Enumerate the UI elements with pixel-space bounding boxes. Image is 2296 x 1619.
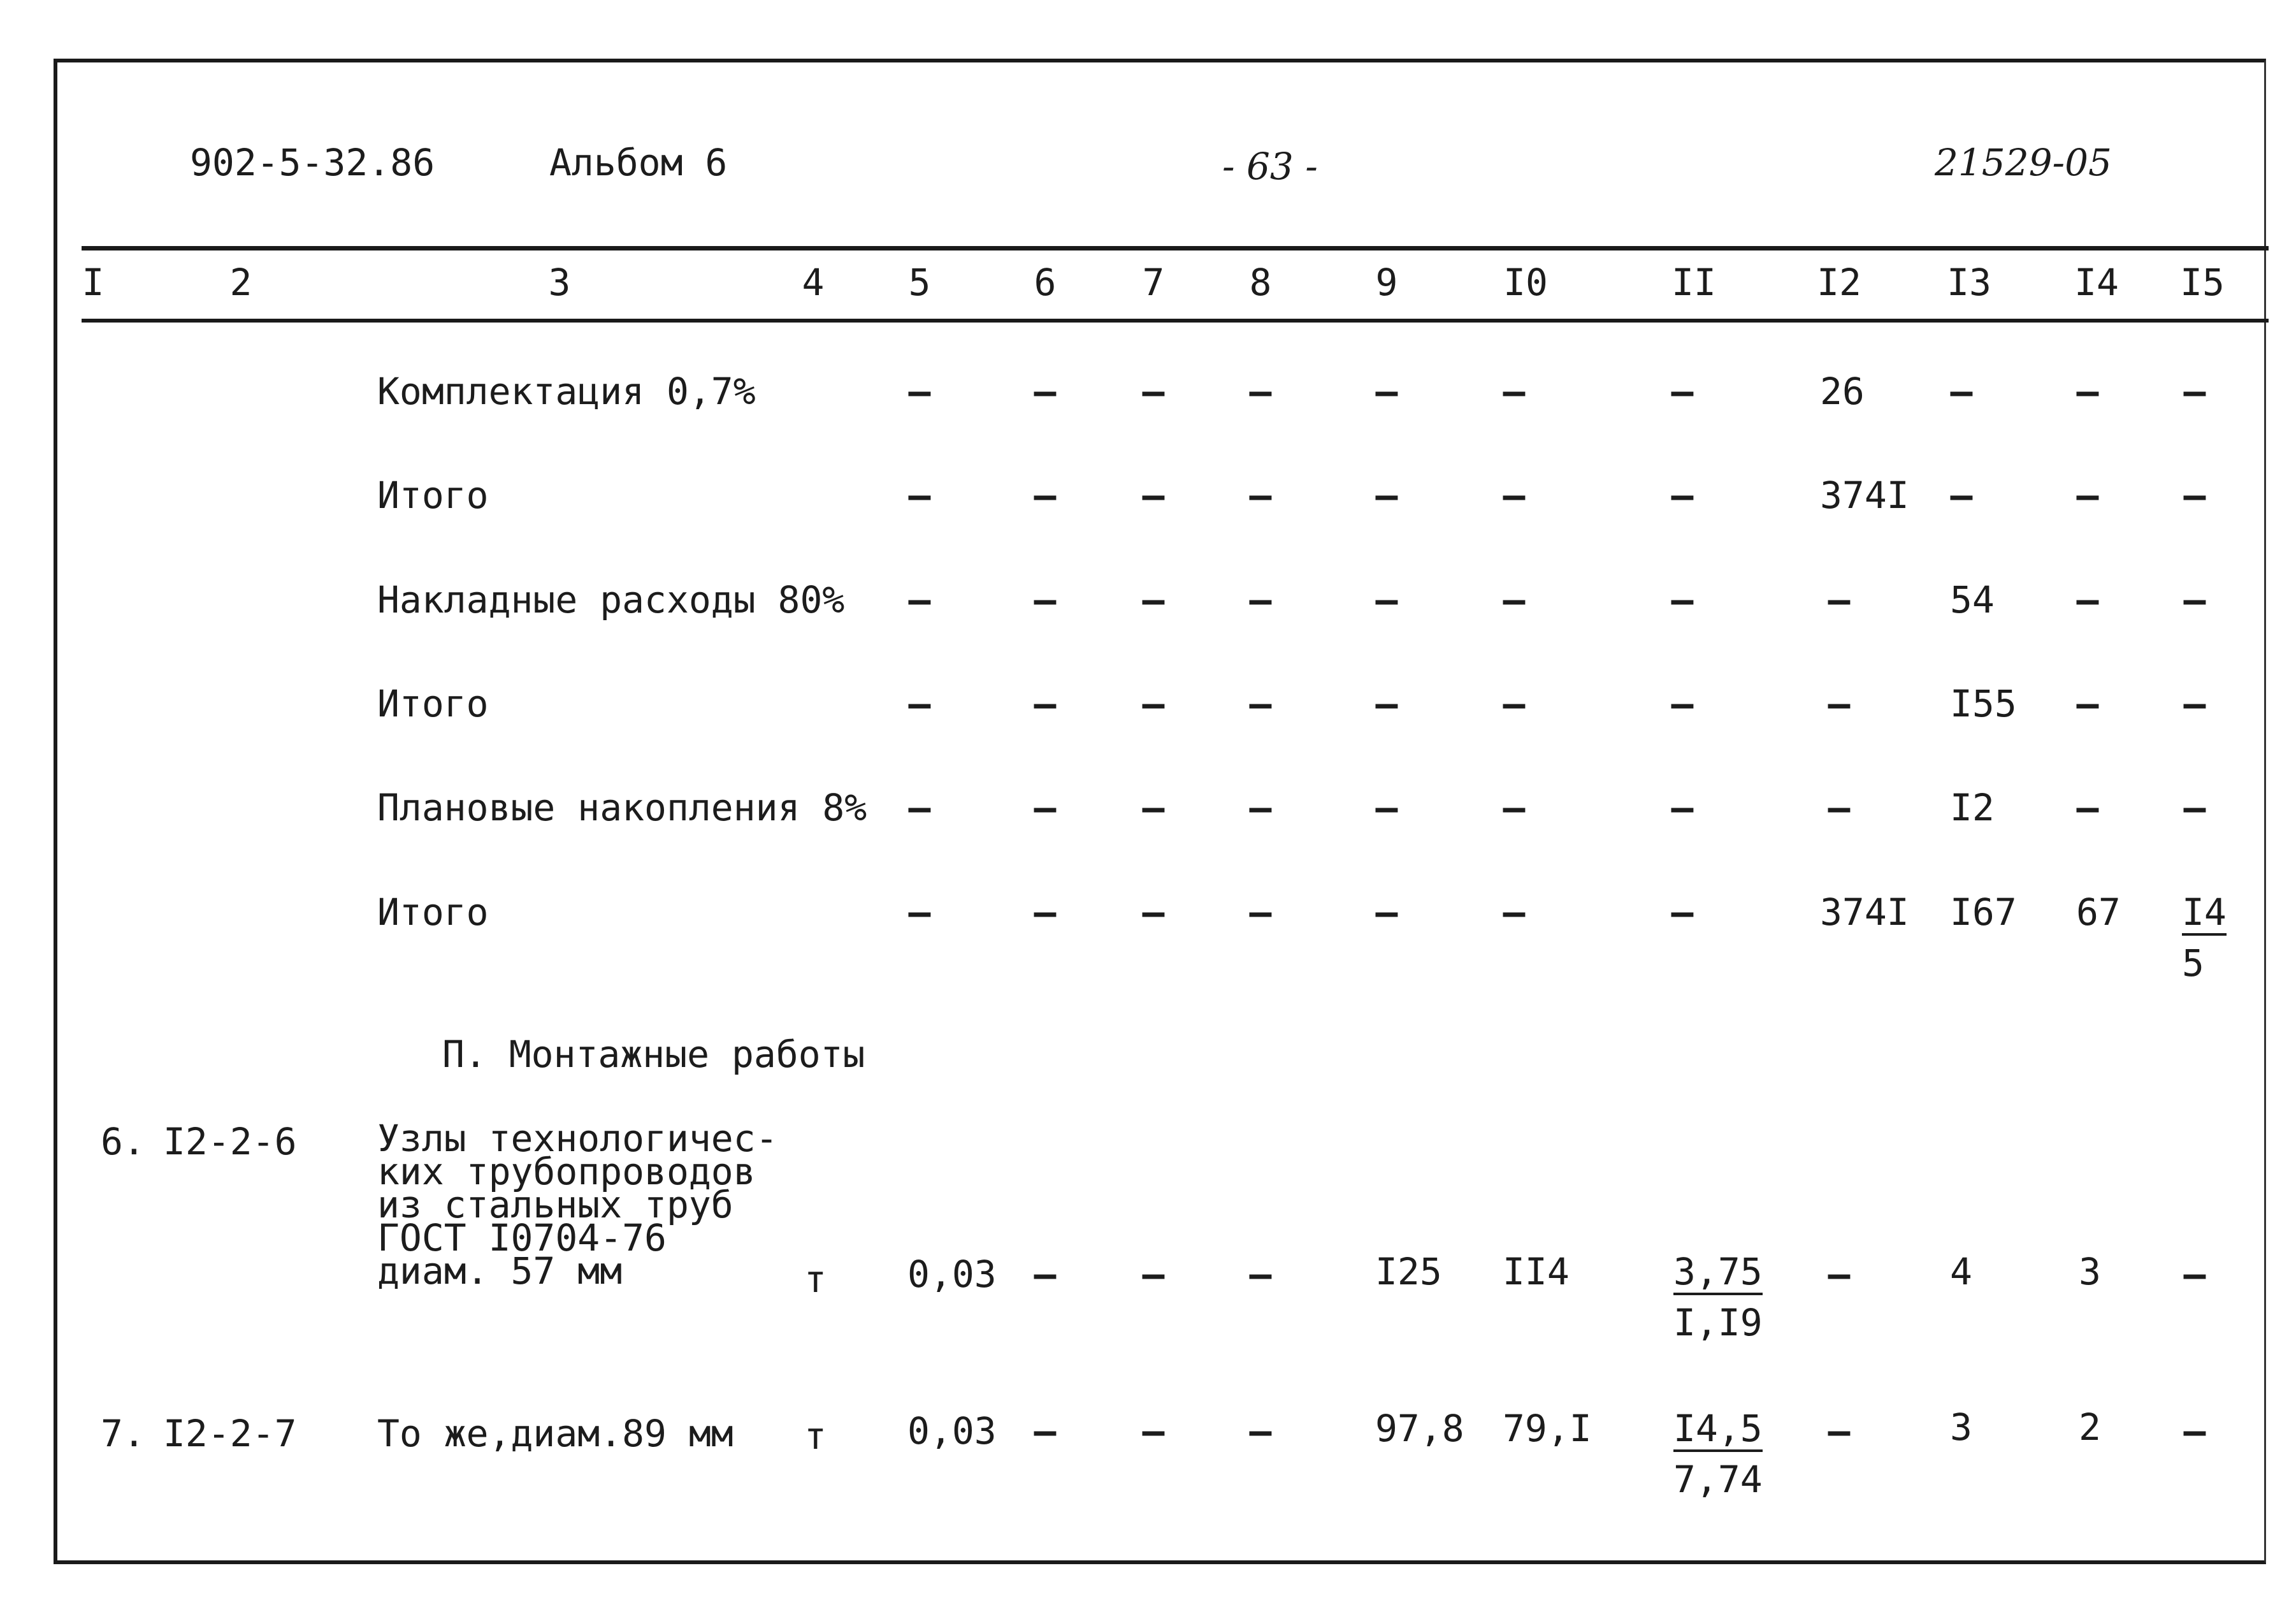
- dash-cell: –: [1142, 1409, 1165, 1453]
- cell-col13: –: [1950, 474, 1973, 517]
- project-code: 902-5-32.86: [190, 141, 435, 184]
- dash-cell: –: [1142, 890, 1165, 934]
- header-rule-top: [82, 246, 2269, 250]
- item-code: I2-2-6: [163, 1120, 297, 1163]
- dash-cell: –: [1142, 682, 1165, 725]
- cell-col12: –: [1828, 1409, 1851, 1453]
- fraction-denominator: 5: [2182, 941, 2204, 985]
- cell-col11-fraction: [1673, 1250, 1763, 1344]
- cell-col14: –: [2076, 370, 2099, 413]
- dash-cell: –: [908, 786, 931, 829]
- dash-cell: –: [1503, 786, 1526, 829]
- cell-col15: –: [2183, 578, 2206, 621]
- cell-col12: 374I: [1820, 890, 1909, 934]
- header-rule-bottom: [82, 319, 2269, 323]
- dash-cell: –: [908, 682, 931, 725]
- dash-cell: –: [1034, 1252, 1057, 1296]
- cell-col14: –: [2076, 578, 2099, 621]
- dash-cell: –: [908, 578, 931, 621]
- cell-col10: 79,I: [1503, 1407, 1592, 1450]
- cell-col12: –: [1828, 1252, 1851, 1296]
- cell-col14: –: [2076, 786, 2099, 829]
- dash-cell: –: [1375, 682, 1398, 725]
- dash-cell: –: [1142, 578, 1165, 621]
- summary-label: Итого: [377, 890, 489, 934]
- cell-col15: –: [2183, 682, 2206, 725]
- dash-cell: –: [1503, 578, 1526, 621]
- item-unit: т: [804, 1258, 827, 1301]
- dash-cell: –: [1503, 682, 1526, 725]
- page-number: - 63 -: [1222, 145, 1318, 188]
- item-number: 6.: [101, 1120, 145, 1163]
- cell-col14: 2: [2079, 1405, 2101, 1449]
- dash-cell: –: [1503, 370, 1526, 413]
- dash-cell: –: [1671, 578, 1694, 621]
- dash-cell: –: [1034, 578, 1057, 621]
- cell-col14: 3: [2079, 1250, 2101, 1293]
- dash-cell: –: [1503, 890, 1526, 934]
- column-header-1: I: [82, 261, 105, 304]
- dash-cell: –: [908, 890, 931, 934]
- dash-cell: –: [1142, 370, 1165, 413]
- column-header-9: 9: [1375, 261, 1398, 304]
- cell-col12: –: [1828, 578, 1851, 621]
- item-quantity: 0,03: [907, 1252, 997, 1296]
- cell-col12: 374I: [1820, 474, 1909, 517]
- item-description: Узлы технологичес- ких трубопроводов из стальных труб ГОСТ I0704-76 диам. 57 мм: [377, 1117, 778, 1293]
- cell-col14: –: [2076, 474, 2099, 517]
- dash-cell: –: [1375, 786, 1398, 829]
- dash-cell: –: [1034, 890, 1057, 934]
- column-header-15: I5: [2180, 261, 2225, 304]
- fraction-denominator: I,I9: [1673, 1301, 1763, 1344]
- cell-col9: I25: [1375, 1250, 1442, 1293]
- document-number: 21529-05: [1935, 141, 2112, 184]
- cell-col13: –: [1950, 370, 1973, 413]
- fraction-numerator: 3,75: [1673, 1253, 1763, 1295]
- dash-cell: –: [1142, 786, 1165, 829]
- dash-cell: –: [1671, 370, 1694, 413]
- item-quantity: 0,03: [907, 1409, 997, 1453]
- dash-cell: –: [908, 370, 931, 413]
- dash-cell: –: [908, 474, 931, 517]
- dash-cell: –: [1671, 474, 1694, 517]
- column-header-14: I4: [2074, 261, 2119, 304]
- dash-cell: –: [1142, 474, 1165, 517]
- dash-cell: –: [1249, 474, 1272, 517]
- summary-label: Итого: [377, 682, 489, 725]
- cell-col14: 67: [2076, 890, 2121, 934]
- dash-cell: –: [1375, 370, 1398, 413]
- cell-col14: –: [2076, 682, 2099, 725]
- cell-col15: –: [2183, 1409, 2206, 1453]
- column-header-10: I0: [1503, 261, 1548, 304]
- column-header-4: 4: [802, 261, 825, 304]
- dash-cell: –: [1375, 890, 1398, 934]
- cell-col15: –: [2183, 1252, 2206, 1296]
- cell-col15: –: [2183, 786, 2206, 829]
- column-header-8: 8: [1249, 261, 1272, 304]
- item-code: I2-2-7: [163, 1412, 297, 1455]
- cell-col9: 97,8: [1375, 1407, 1464, 1450]
- column-header-13: I3: [1947, 261, 1991, 304]
- fraction-numerator: I4,5: [1673, 1410, 1763, 1452]
- dash-cell: –: [1249, 370, 1272, 413]
- cell-col12: 26: [1820, 370, 1865, 413]
- summary-label: Накладные расходы 80%: [377, 578, 845, 621]
- dash-cell: –: [1249, 1409, 1272, 1453]
- album-label: Альбом 6: [549, 141, 728, 184]
- column-header-3: 3: [548, 261, 571, 304]
- fraction-denominator: 7,74: [1673, 1458, 1763, 1501]
- summary-label: Итого: [377, 474, 489, 517]
- dash-cell: –: [1671, 682, 1694, 725]
- dash-cell: –: [1034, 682, 1057, 725]
- dash-cell: –: [1249, 578, 1272, 621]
- column-header-5: 5: [908, 261, 931, 304]
- dash-cell: –: [1503, 474, 1526, 517]
- dash-cell: –: [1375, 578, 1398, 621]
- summary-label: Комплектация 0,7%: [377, 370, 756, 413]
- dash-cell: –: [1671, 786, 1694, 829]
- column-header-7: 7: [1142, 261, 1165, 304]
- cell-col13: I55: [1950, 682, 2017, 725]
- column-header-6: 6: [1034, 261, 1057, 304]
- dash-cell: –: [1142, 1252, 1165, 1296]
- cell-col13: 3: [1950, 1405, 1972, 1449]
- dash-cell: –: [1249, 890, 1272, 934]
- column-header-11: II: [1671, 261, 1716, 304]
- column-header-12: I2: [1817, 261, 1861, 304]
- cell-col12: –: [1828, 682, 1851, 725]
- item-unit: т: [804, 1414, 827, 1458]
- cell-col13: I67: [1950, 890, 2017, 934]
- cell-col15: –: [2183, 370, 2206, 413]
- column-header-2: 2: [229, 261, 252, 304]
- cell-col10: II4: [1503, 1250, 1570, 1293]
- cell-col12: –: [1828, 786, 1851, 829]
- dash-cell: –: [1034, 370, 1057, 413]
- cell-col13: 4: [1950, 1250, 1972, 1293]
- dash-cell: –: [1034, 474, 1057, 517]
- cell-col13: 54: [1950, 578, 1995, 621]
- dash-cell: –: [1249, 1252, 1272, 1296]
- section-title: П. Монтажные работы: [442, 1033, 865, 1076]
- dash-cell: –: [1034, 786, 1057, 829]
- dash-cell: –: [1671, 890, 1694, 934]
- cell-col13: I2: [1950, 786, 1995, 829]
- summary-label: Плановые накопления 8%: [377, 786, 867, 829]
- item-number: 7.: [101, 1412, 145, 1455]
- dash-cell: –: [1034, 1409, 1057, 1453]
- cell-col15-fraction: [2182, 890, 2227, 985]
- dash-cell: –: [1249, 682, 1272, 725]
- dash-cell: –: [1375, 474, 1398, 517]
- cell-col11-fraction: [1673, 1407, 1763, 1501]
- item-description: То же,диам.89 мм: [377, 1412, 733, 1455]
- cell-col15: –: [2183, 474, 2206, 517]
- dash-cell: –: [1249, 786, 1272, 829]
- fraction-numerator: I4: [2182, 894, 2227, 936]
